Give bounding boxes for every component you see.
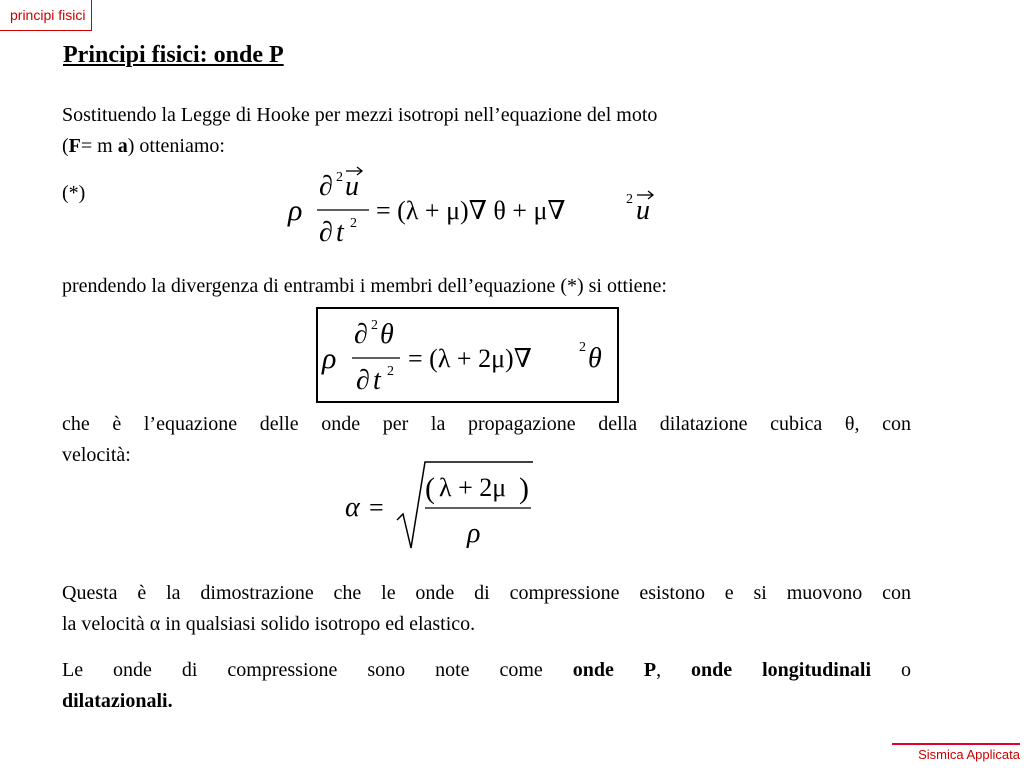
svg-text:2: 2: [336, 170, 343, 185]
equation-marker: (*): [62, 182, 86, 204]
svg-text:∂: ∂: [319, 217, 333, 248]
equation-velocity: [345, 458, 545, 553]
svg-text:θ: θ: [588, 343, 602, 374]
svg-text:ρ: ρ: [288, 194, 303, 227]
svg-text:2: 2: [626, 192, 633, 207]
paragraph-divergence: prendendo la divergenza di entrambi i membri dell’equazione (*) si ottiene:: [62, 275, 667, 297]
svg-text:2: 2: [371, 318, 378, 333]
svg-text:∂: ∂: [319, 171, 333, 202]
paragraph-conclusion-line1: Questa è la dimostrazione che le onde di compressione esistono e si muovono con: [62, 582, 911, 604]
paragraph-conclusion-line2: la velocità α in qualsiasi solido isotropo ed elastico.: [62, 613, 476, 635]
svg-text:2: 2: [579, 340, 586, 355]
svg-text:2: 2: [387, 364, 394, 379]
paragraph-names-line1: Le onde di compressione sono note come onde P, onde longitudinali o: [62, 659, 912, 681]
svg-text:): ): [519, 472, 529, 505]
svg-text:∂: ∂: [354, 319, 368, 350]
equation-wave: [322, 313, 612, 398]
paragraph-wave-line1: che è l’equazione delle onde per la propagazione della dilatazione cubica θ, con: [62, 413, 911, 435]
footer-label: Sismica Applicata: [892, 743, 1020, 762]
svg-text:t: t: [336, 217, 344, 248]
paragraph-wave-line2: velocità:: [62, 444, 131, 466]
svg-text:ρ: ρ: [467, 518, 481, 549]
svg-text:(: (: [425, 472, 435, 505]
svg-text:= (λ + μ)∇ θ + μ∇: = (λ + μ)∇ θ + μ∇: [376, 196, 566, 225]
section-tag: principi fisici: [0, 0, 92, 31]
svg-text:θ: θ: [380, 319, 394, 350]
svg-text:u: u: [636, 195, 650, 226]
svg-text:∂: ∂: [356, 365, 370, 396]
svg-text:= (λ + 2μ)∇: = (λ + 2μ)∇: [408, 344, 532, 373]
svg-text:t: t: [373, 365, 381, 396]
svg-text:u: u: [345, 171, 359, 202]
paragraph-intro-line1: Sostituendo la Legge di Hooke per mezzi isotropi nell’equazione del moto: [62, 104, 658, 126]
svg-text:=: =: [369, 493, 384, 522]
paragraph-names-line2: dilatazionali.: [62, 690, 173, 712]
svg-text:2: 2: [350, 216, 357, 231]
equation-motion: [288, 165, 668, 255]
svg-text:α: α: [345, 492, 360, 523]
paragraph-intro-line2: (F= m a) otteniamo:: [62, 135, 225, 157]
svg-text:λ + 2μ: λ + 2μ: [439, 473, 507, 502]
slide-title: Principi fisici: onde P: [63, 42, 284, 68]
svg-text:ρ: ρ: [322, 342, 337, 375]
